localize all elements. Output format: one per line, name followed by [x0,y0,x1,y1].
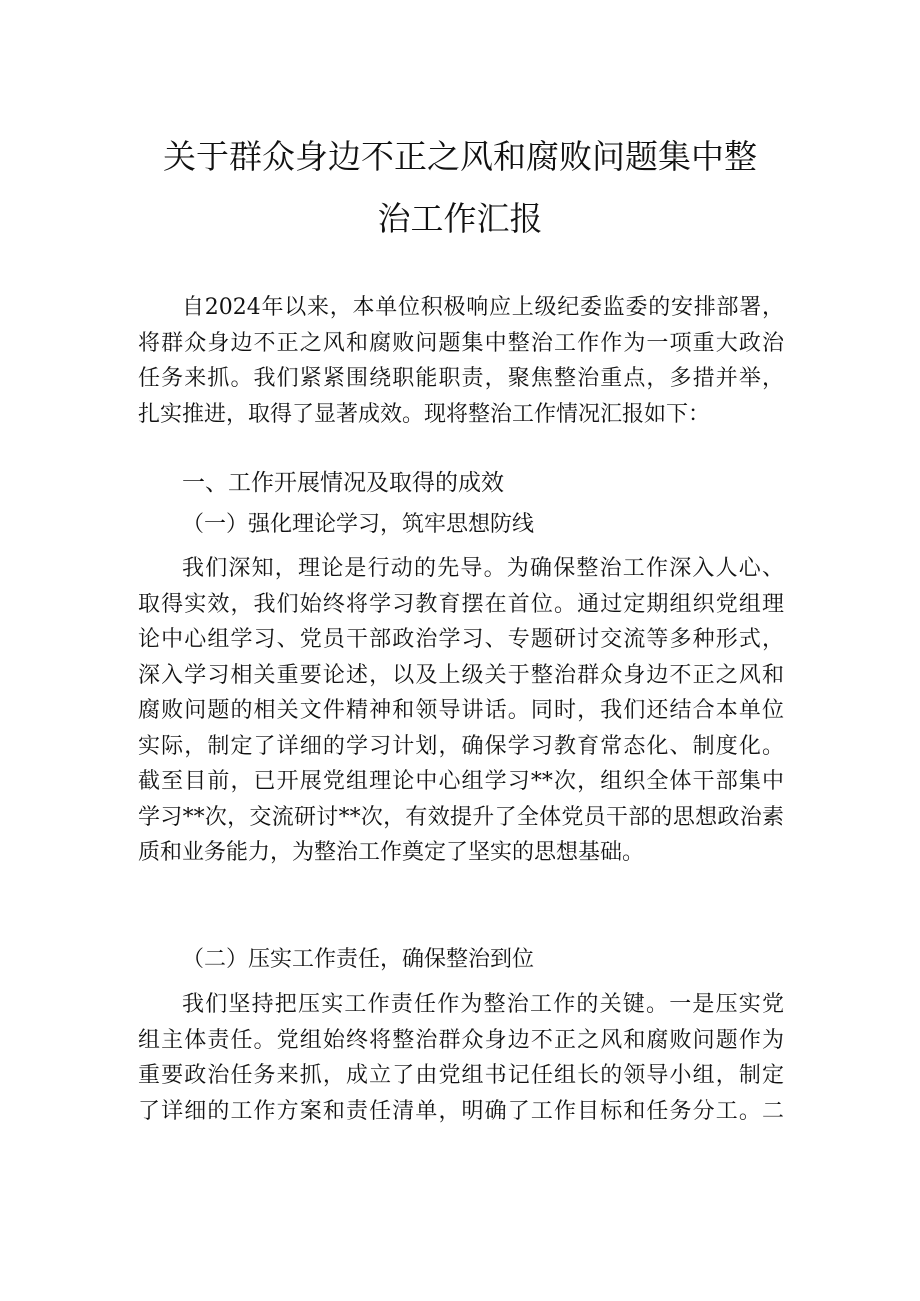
paragraph-line: 取得实效，我们始终将学习教育摆在首位。通过定期组织党组理 [138,591,784,617]
intro-line: 将群众身边不正之风和腐败问题集中整治工作作为一项重大政治 [138,330,784,356]
paragraph-line: 腐败问题的相关文件精神和领导讲话。同时，我们还结合本单位 [138,698,784,723]
paragraph-line: 深入学习相关重要论述，以及上级关于整治群众身边不正之风和 [138,662,784,688]
intro-line: 任务来抓。我们紧紧围绕职能职责，聚焦整治重点，多措并举， [138,366,784,391]
paragraph-line: 我们坚持把压实工作责任作为整治工作的关键。一是压实党 [182,992,784,1017]
subsection-2-heading: （二）压实工作责任，确保整治到位 [182,947,535,972]
paragraph-line: 重要政治任务来抓，成立了由党组书记任组长的领导小组，制定 [138,1063,784,1088]
paragraph-line: 质和业务能力，为整治工作奠定了坚实的思想基础。 [138,840,645,865]
intro-line: 自2024年以来，本单位积极响应上级纪委监委的安排部署， [182,295,784,320]
document-title-line-1: 关于群众身边不正之风和腐败问题集中整 [163,137,757,176]
paragraph-line: 论中心组学习、党员干部政治学习、专题研讨交流等多种形式， [138,627,784,652]
paragraph-line: 组主体责任。党组始终将整治群众身边不正之风和腐败问题作为 [138,1027,784,1053]
paragraph-line: 我们深知，理论是行动的先导。为确保整治工作深入人心、 [182,556,784,581]
document-title-line-2: 治工作汇报 [377,199,543,238]
paragraph-line: 学习**次，交流研讨**次，有效提升了全体党员干部的思想政治素 [138,804,784,830]
subsection-1-paragraph [138,551,784,871]
paragraph-line: 截至目前，已开展党组理论中心组学习**次，组织全体干部集中 [138,769,784,794]
subsection-1-heading: （一）强化理论学习，筑牢思想防线 [182,512,535,537]
paragraph-line: 了详细的工作方案和责任清单，明确了工作目标和任务分工。二 [138,1098,784,1124]
intro-line: 扎实推进，取得了显著成效。现将整治工作情况汇报如下： [138,401,711,427]
subsection-2-paragraph [138,987,784,1129]
paragraph-line: 实际，制定了详细的学习计划，确保学习教育常态化、制度化。 [138,733,784,759]
intro-paragraph [138,290,784,432]
section-1-heading: 一、工作开展情况及取得的成效 [182,470,504,496]
